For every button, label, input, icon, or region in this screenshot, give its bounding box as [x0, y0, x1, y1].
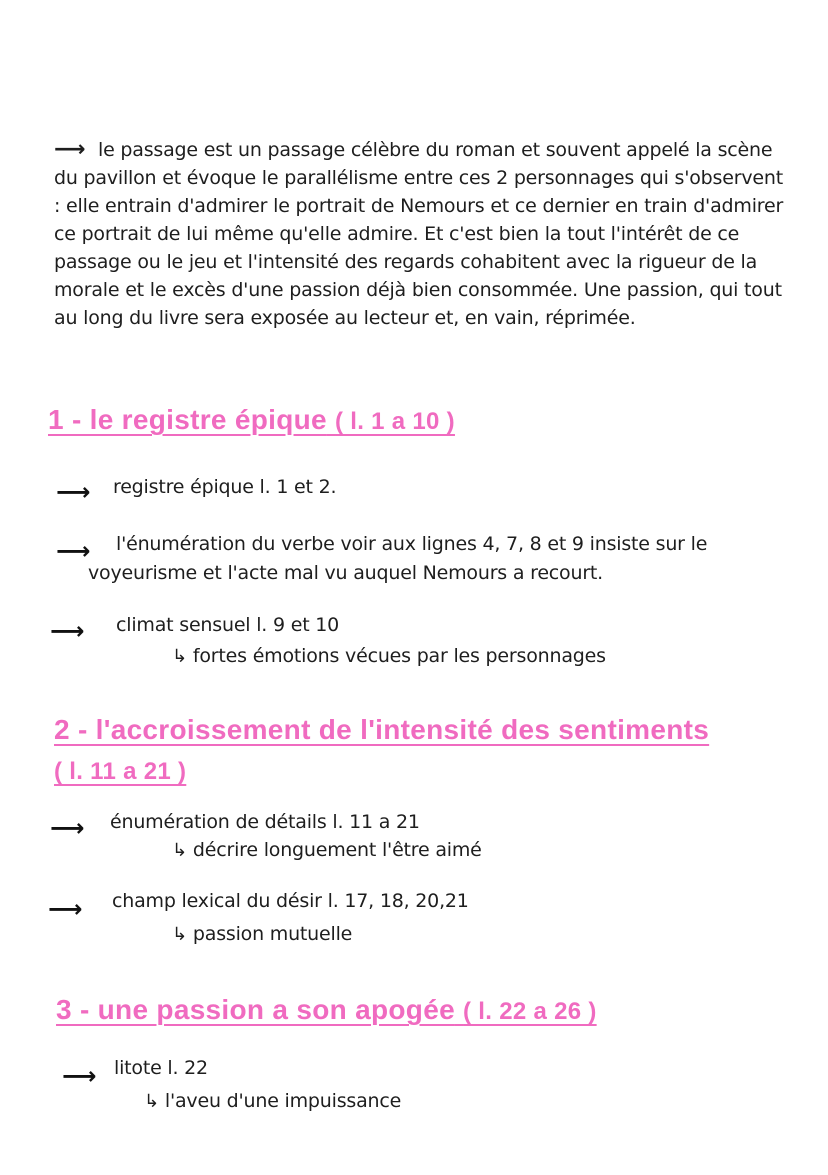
arrow-icon: ⟶: [62, 1062, 97, 1090]
arrow-icon: ⟶: [50, 617, 85, 645]
intro-text: le passage est un passage célèbre du roman et souvent appelé la scène du pavillon et évoque le parallélisme entre ces 2 personnages qui s'observent : elle entrain d'admirer le portrait de Nemours et ce dernier en train d'admirer ce portrait de lui même qu'elle admire. Et c'est bien la tout l'intérêt de ce passage ou le jeu et l'intensité des regards cohabitent avec la rigueur de la morale et le excès d'une passion déjà bien consommée. Une passion, qui tout au long du livre sera exposée au lecteur et, en vain, réprimée.: [54, 139, 784, 329]
section-2-heading: [54, 714, 709, 746]
sub-text: fortes émotions vécues par les personnages: [192, 645, 606, 667]
section-1-range: ( l. 1 a 10 ): [335, 408, 455, 435]
bullet-registre-epique: registre épique l. 1 et 2.: [113, 476, 337, 498]
section-2-title: 2 - l'accroissement de l'intensité des sentiments: [54, 714, 710, 745]
arrow-icon: ⟶: [50, 814, 85, 842]
section-1-title: 1 - le registre épique: [48, 404, 327, 435]
section-2-range-line: [54, 754, 186, 786]
hook-arrow-icon: ↳: [144, 1091, 159, 1112]
bullet-climat-sensuel: climat sensuel l. 9 et 10: [116, 614, 340, 636]
bullet-enumeration-voir-line2: voyeurisme et l'acte mal vu auquel Nemours a recourt.: [88, 562, 604, 584]
bullet-champ-lexical: champ lexical du désir l. 17, 18, 20,21: [112, 890, 469, 912]
bullet-enumeration-voir-line1: l'énumération du verbe voir aux lignes 4, 7, 8 et 9 insiste sur le: [116, 533, 708, 555]
sub-fortes-emotions: [172, 641, 606, 672]
arrow-icon: ⟶: [56, 537, 91, 565]
bullet-enumeration-details: énumération de détails l. 11 a 21: [110, 811, 420, 833]
bullet-litote: litote l. 22: [114, 1057, 208, 1079]
section-2-range: ( l. 11 a 21 ): [54, 758, 187, 785]
sub-text: décrire longuement l'être aimé: [192, 839, 482, 861]
sub-decrire-longuement: [172, 835, 482, 866]
hook-arrow-icon: ↳: [172, 924, 187, 945]
section-3-title: 3 - une passion a son apogée: [56, 994, 455, 1025]
hook-arrow-icon: ↳: [172, 646, 187, 667]
arrow-icon: ⟶: [48, 895, 83, 923]
section-3-heading: [56, 994, 597, 1026]
sub-text: passion mutuelle: [192, 923, 353, 945]
section-3-range: ( l. 22 a 26 ): [463, 998, 597, 1025]
intro-paragraph: [54, 136, 784, 332]
sub-aveu-impuissance: [144, 1086, 401, 1117]
sub-text: l'aveu d'une impuissance: [164, 1090, 402, 1112]
hook-arrow-icon: ↳: [172, 840, 187, 861]
arrow-icon: ⟶: [56, 478, 91, 506]
sub-passion-mutuelle: [172, 919, 352, 950]
arrow-icon: ⟶: [54, 137, 86, 162]
section-1-heading: [48, 404, 455, 436]
